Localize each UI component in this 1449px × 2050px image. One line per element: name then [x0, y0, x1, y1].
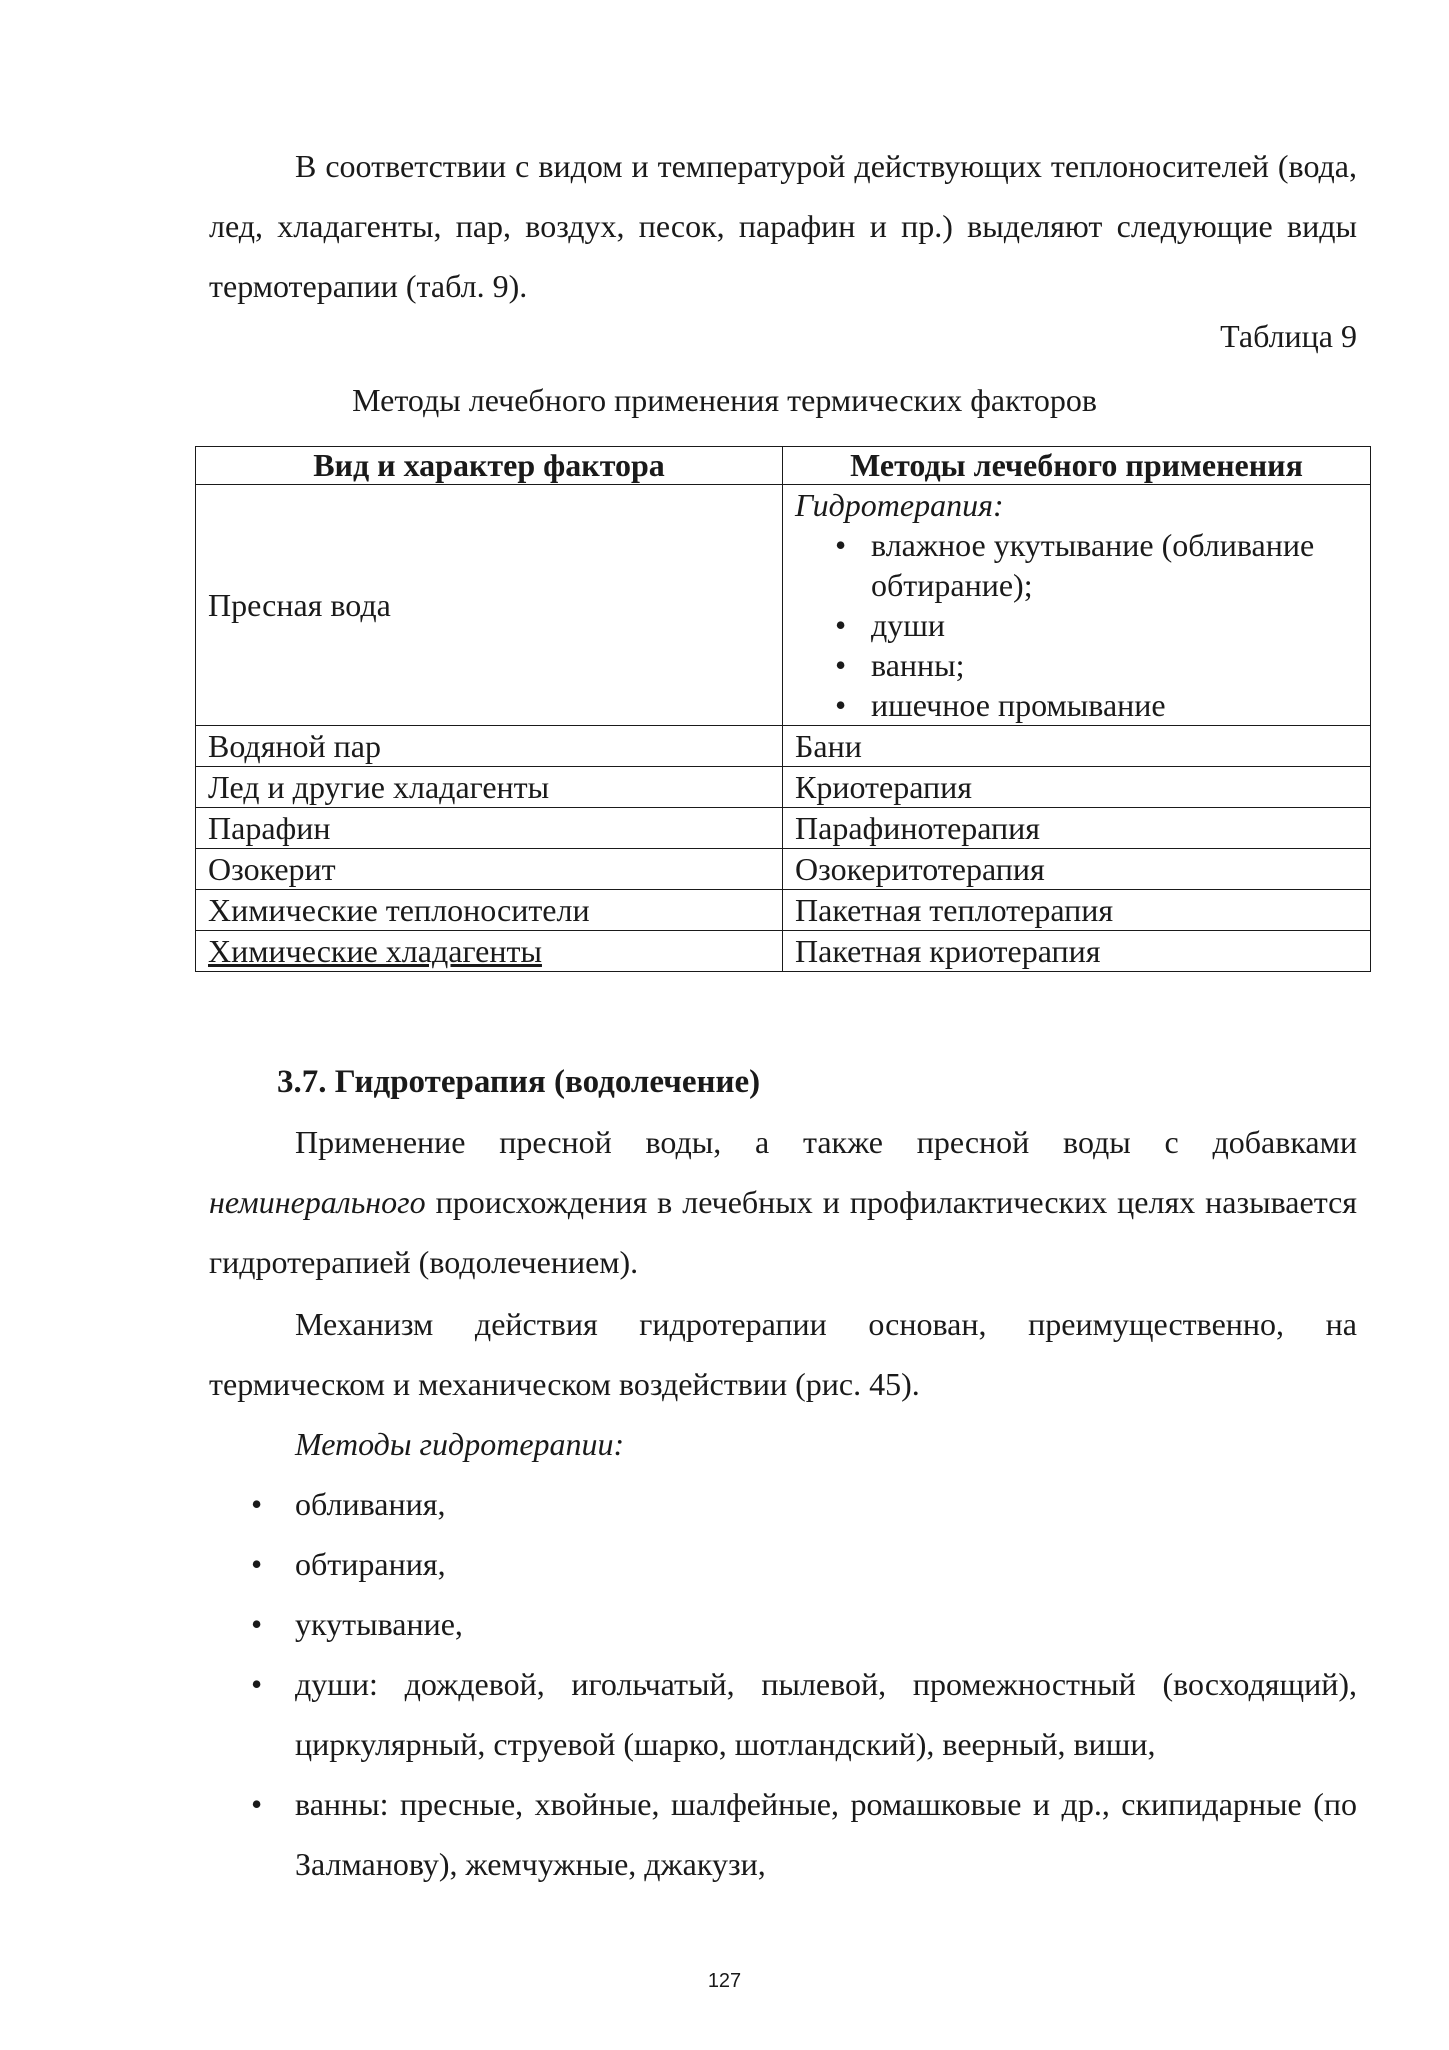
factor-cell: Парафин — [196, 808, 783, 849]
list-item: • обливания, — [209, 1474, 1357, 1534]
list-item: • ванны: пресные, хвойные, шалфейные, ромашковые и др., скипидарные (по Залманову), жемчужные, джакузи, — [209, 1774, 1357, 1894]
table-row — [196, 485, 1371, 726]
method-cell: Озокеритотерапия — [783, 849, 1371, 890]
header-factor: Вид и характер фактора — [196, 447, 783, 485]
table-row — [196, 890, 1371, 931]
factor-cell — [196, 931, 783, 972]
section-heading: 3.7. Гидротерапия (водолечение) — [277, 1064, 761, 1100]
factor-cell: Химические теплоносители — [196, 890, 783, 931]
methods-cell — [783, 485, 1371, 726]
methods-list — [209, 1474, 1357, 1894]
paragraph-emphasis: неминерального — [209, 1184, 426, 1220]
factor-cell: Озокерит — [196, 849, 783, 890]
table-label: Таблица 9 — [1220, 318, 1357, 354]
method-list-item: • ишечное промывание — [871, 685, 1358, 725]
intro-paragraph: В соответствии с видом и температурой действующих теплоносителей (вода, лед, хладагенты, пар, воздух, песок, парафин и пр.) выделяют следующие виды термотерапии (табл. 9). — [209, 148, 1357, 304]
table-row — [196, 849, 1371, 890]
table-row — [196, 808, 1371, 849]
method-cell: Криотерапия — [783, 767, 1371, 808]
method-list — [795, 525, 1358, 725]
methods-title: Методы гидротерапии: — [295, 1426, 625, 1462]
factor-cell: Лед и другие хладагенты — [196, 767, 783, 808]
list-item: • души: дождевой, игольчатый, пылевой, промежностный (восходящий), циркулярный, струевой (шарко, шотландский), веерный, виши, — [209, 1654, 1357, 1774]
table-row — [196, 726, 1371, 767]
table-row — [196, 931, 1371, 972]
page-number: 127 — [707, 1970, 742, 1992]
header-methods: Методы лечебного применения — [783, 447, 1371, 485]
method-cell: Пакетная теплотерапия — [783, 890, 1371, 931]
paragraph-text: происхождения в лечебных и профилактических целях называется гидротерапией (водолечением). — [209, 1184, 1357, 1280]
method-list-item: • ванны; — [871, 645, 1358, 685]
table-row — [196, 767, 1371, 808]
factor-cell: Пресная вода — [196, 485, 783, 726]
thermal-factors-table — [195, 446, 1371, 972]
factor-text-underlined: Химические хладагенты — [208, 933, 542, 969]
list-item: • укутывание, — [209, 1594, 1357, 1654]
section-paragraph-1 — [209, 1112, 1357, 1292]
section-paragraph-2: Механизм действия гидротерапии основан, преимущественно, на термическом и механическом воздействии (рис. 45). — [209, 1306, 1357, 1402]
table-title: Методы лечебного применения термических факторов — [352, 382, 1097, 418]
factor-cell: Водяной пар — [196, 726, 783, 767]
method-list-item: • влажное укутывание (обливание обтирание); — [871, 525, 1358, 605]
method-cell: Бани — [783, 726, 1371, 767]
method-subtitle: Гидротерапия: — [795, 487, 1004, 523]
method-cell: Парафинотерапия — [783, 808, 1371, 849]
list-item: • обтирания, — [209, 1534, 1357, 1594]
table-header-row — [196, 447, 1371, 485]
paragraph-text: Применение пресной воды, а также пресной воды с добавками — [295, 1124, 1357, 1160]
method-cell: Пакетная криотерапия — [783, 931, 1371, 972]
method-list-item: • души — [871, 605, 1358, 645]
